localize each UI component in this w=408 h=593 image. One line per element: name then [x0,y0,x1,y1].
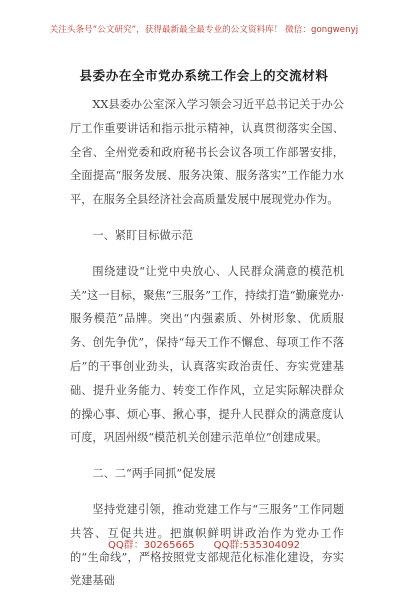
section-paragraph-1: 围绕建设“让党中央放心、人民群众满意的模范机关”这一目标，聚焦“三服务”工作，持续打造“勤廉党办·服务模范”品牌。突出“内强素质、外树形象、优质服务、创先争优”，保持“每天工作不懈怠、每项工作不落后”的干事创业劲头，认真落实政治责任、夯实党建基础、提升业务能力、转变工作作风，立足实际解决群众的操心事、烦心事、揪心事，提升人民群众的满意度认可度，巩固州级“模范机关创建示范单位”创建成果。 [70,264,344,445]
section-paragraph-2: 坚持党建引领，推动党建工作与“三服务”工作同题共答、互促共进。把旗帜鲜明讲政治作为党办工作的“生命线”，严格按照党支部规范化标准化建设，夯实党建基础 [70,502,344,588]
section-heading-1: 一、紧盯目标做示范 [92,228,194,242]
header-note: 关注头条号“公文研究”，获得最新最全最专业的公文资料库！ 微信：gongwenyj [49,25,359,35]
intro-paragraph: XX县委办公室深入学习领会习近平总书记关于办公厅工作重要讲话和指示批示精神，认真贯彻落实全国、全省、全州党委和政府秘书长会议各项工作部署安排，全面提高“服务发展、服务决策、服务落实”工作能力水平，在服务全县经济社会高质量发展中展现党办作为。 [70,98,344,207]
document-body [70,93,344,593]
document-title: 县委办在全市党办系统工作会上的交流材料 [79,68,329,83]
section-heading-2: 二、二“两手同抓”促发展 [92,467,216,481]
footer-qq-groups: QQ群：30265665 QQ群:535304092 [107,540,301,551]
